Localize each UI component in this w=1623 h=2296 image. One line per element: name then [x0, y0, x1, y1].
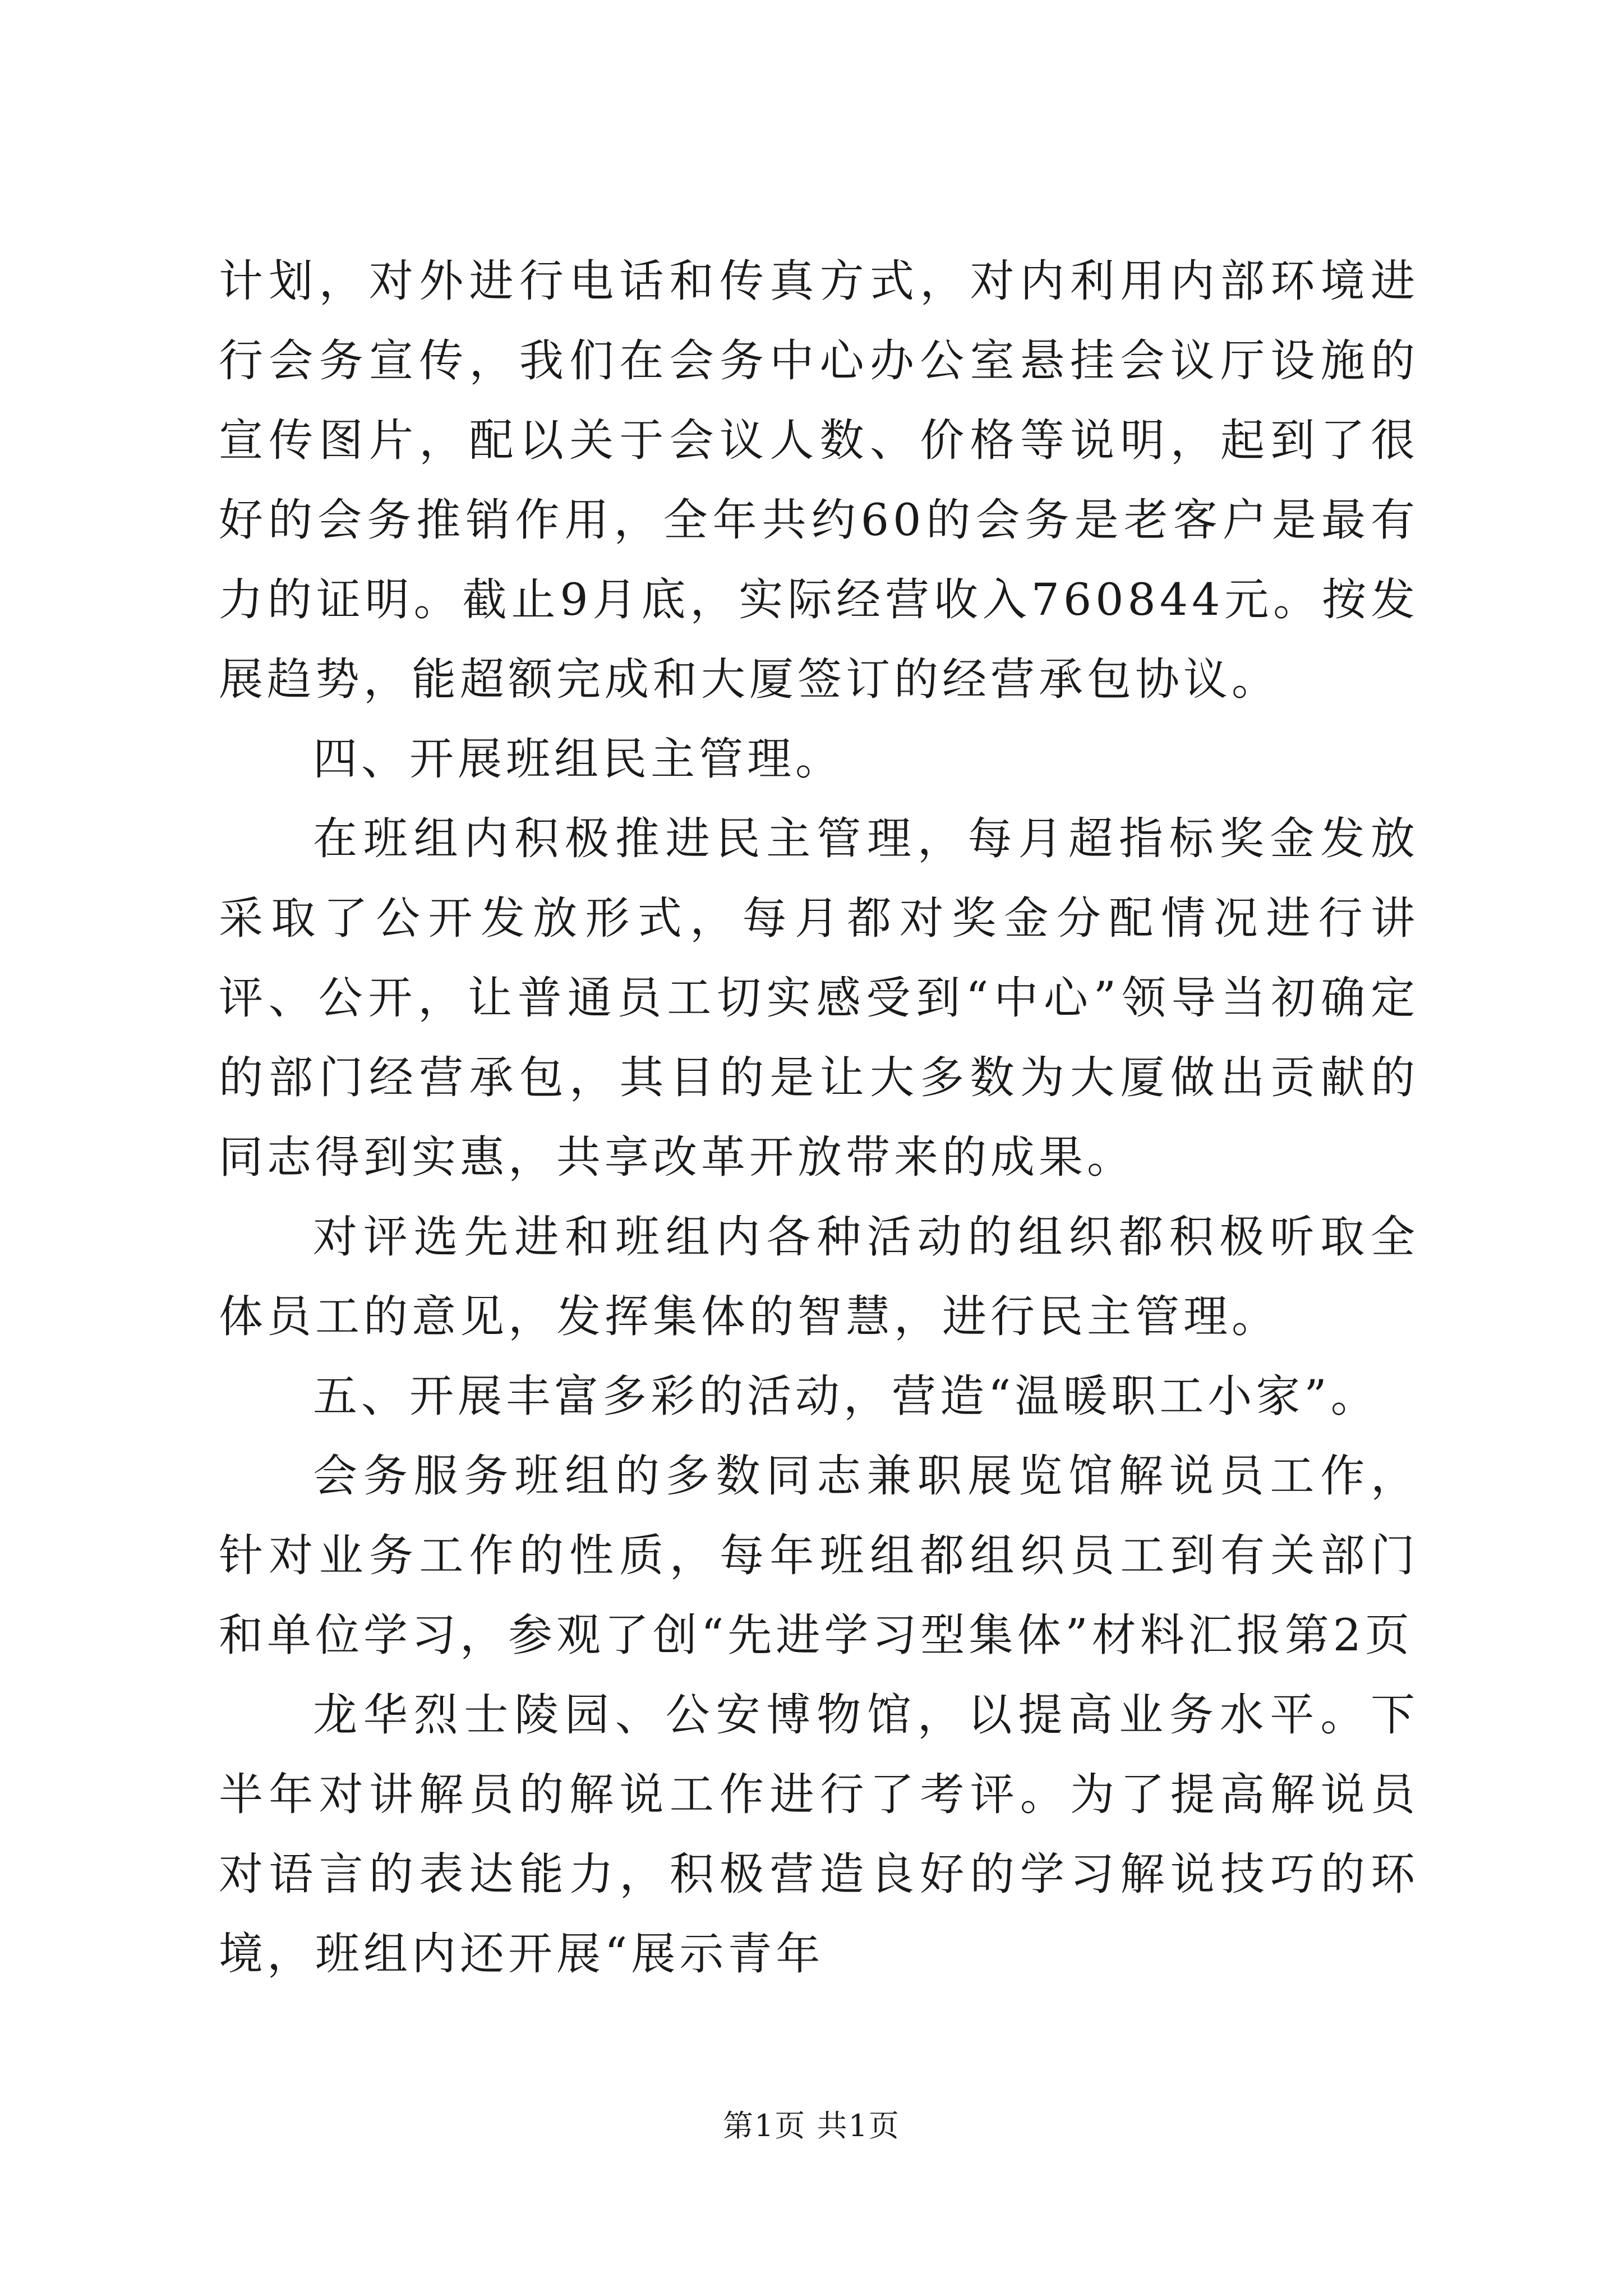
- document-body: [219, 241, 1419, 1994]
- section-heading-five: 五、开展丰富多彩的活动，营造“温暖职工小家”。: [313, 1370, 1379, 1422]
- paragraph-training: 龙华烈士陵园、公安博物馆，以提高业务水平。下半年对讲解员的解说工作进行了考评。为了提高解说员对语言的表达能力，积极营造良好的学习解说技巧的环境，班组内还开展“展示青年: [219, 1689, 1419, 1980]
- section-heading-four: 四、开展班组民主管理。: [313, 733, 843, 785]
- paragraph-guide-work: 会务服务班组的多数同志兼职展览馆解说员工作，针对业务工作的性质，每年班组都组织员工到有关部门和单位学习，参观了创“先进学习型集体”材料汇报第2页: [219, 1450, 1419, 1661]
- paragraph-collective-opinion: 对评选先进和班组内各种活动的组织都积极听取全体员工的意见，发挥集体的智慧，进行民主管理。: [219, 1211, 1419, 1342]
- paragraph-continuation: 计划，对外进行电话和传真方式，对内利用内部环境进行会务宣传，我们在会务中心办公室悬挂会议厅设施的宣传图片，配以关于会议人数、价格等说明，起到了很好的会务推销作用，全年共约60的会务是老客户是最有力的证明。截止9月底，实际经营收入760844元。按发展趋势，能超额完成和大厦签订的经营承包协议。: [219, 255, 1419, 705]
- page-number-footer: 第1页 共1页: [723, 2108, 900, 2143]
- paragraph-democratic-management: 在班组内积极推进民主管理，每月超指标奖金发放采取了公开发放形式，每月都对奖金分配情况进行讲评、公开，让普通员工切实感受到“中心”领导当初确定的部门经营承包，其目的是让大多数为大厦做出贡献的同志得到实惠，共享改革开放带来的成果。: [219, 813, 1419, 1183]
